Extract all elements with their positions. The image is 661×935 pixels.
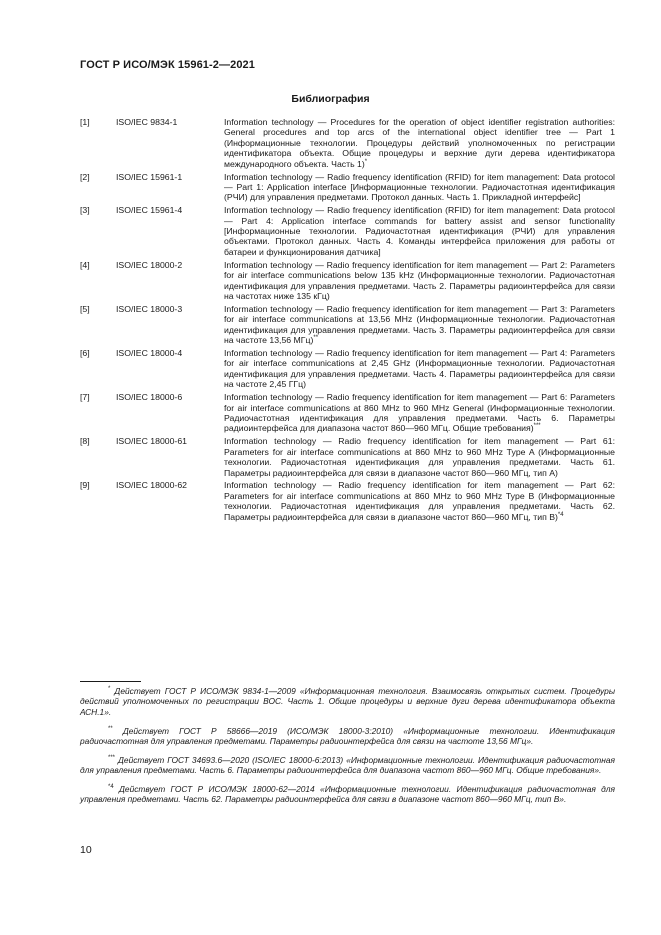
entry-standard-code: ISO/IEC 18000-6 bbox=[116, 392, 183, 403]
entry-text: Information technology — Radio frequency identification for item management — Part 6: Parameters for air interface communications at 860 MHz to 960 MHz General (Информационные технологии. Радиочастотная идентификация для управления предметами. Часть 6. Параметры радиоинтерфейса для диапазона частот 860—960 МГц. Общие требования) bbox=[224, 392, 615, 434]
entry-text: Information technology — Radio frequency identification for item management — Part 4: Parameters for air interface communications at 2,45 GHz (Информационные технологии. Радиочастотная идентификация для управления предметами. Часть 4. Параметры радиоинтерфейса для связи на частоте 2,45 ГГц) bbox=[224, 348, 615, 390]
entry-standard-code: ISO/IEC 15961-1 bbox=[116, 171, 183, 182]
bibliography-title: Библиография bbox=[291, 93, 370, 105]
entry-number: [4] bbox=[80, 259, 90, 270]
footnote bbox=[80, 755, 615, 776]
bibliography-entry bbox=[80, 117, 615, 169]
entry-standard-code: ISO/IEC 18000-61 bbox=[116, 436, 187, 447]
footnote-marker: *** bbox=[533, 423, 541, 430]
bibliography-entry bbox=[80, 480, 615, 522]
bibliography-entry bbox=[80, 392, 615, 434]
footnote-mark: ** bbox=[108, 725, 113, 732]
footnote-divider bbox=[80, 681, 141, 682]
entry-description bbox=[224, 260, 615, 302]
entry-standard-code: ISO/IEC 9834-1 bbox=[116, 117, 178, 127]
entry-text: Information technology — Radio frequency identification for item management — Part 3: Parameters for air interface communications at 13,56 MHz (Информационные технологии. Радиочастотная идентификация для управления предметами. Часть 3. Параметры радиоинтерфейса для связи на частоте 13,56 МГц) bbox=[224, 303, 615, 346]
footnote-marker: *4 bbox=[557, 511, 564, 518]
entry-description bbox=[224, 117, 615, 169]
footnote bbox=[80, 784, 615, 805]
entry-description bbox=[224, 436, 615, 478]
entry-description bbox=[224, 348, 615, 390]
footnote-text: Действует ГОСТ 34693.6—2020 (ISO/IEC 18000-6:2013) «Информационные технологии. Идентификация радиочастотная для управления предметами. Часть 6. Параметры радиоинтерфейса для диапазона частот 860—960 МГц. Общие требования». bbox=[80, 754, 616, 776]
entry-standard-code: ISO/IEC 18000-2 bbox=[116, 259, 183, 270]
entry-text: Information technology — Radio frequency identification (RFID) for item management: Data protocol — Part 4: Application interface commands for battery assist and sensor functionality [Информационные технологии. Радиочастотная идентификация (РЧИ) для управления объектами. Протокол данных. Часть 4. Команды интерфейса приложения для работы от батареи и функционирования датчика] bbox=[224, 205, 615, 257]
bibliography-entry bbox=[80, 304, 615, 346]
page-number: 10 bbox=[80, 844, 92, 856]
entry-description bbox=[224, 304, 615, 346]
entry-standard-code: ISO/IEC 18000-3 bbox=[116, 303, 183, 314]
entry-number: [3] bbox=[80, 205, 90, 216]
footnote-mark: *** bbox=[108, 754, 116, 761]
bibliography-entry bbox=[80, 205, 615, 257]
footnote-marker: * bbox=[364, 158, 368, 165]
footnotes bbox=[80, 686, 615, 810]
footnote-text: Действует ГОСТ Р ИСО/МЭК 9834-1—2009 «Информационная технология. Взаимосвязь открытых систем. Процедуры действий уполномоченных по регистрации ВОС. Часть 1. Общие процедуры и верхние дуги дерева идентификатора объекта АСН.1». bbox=[80, 686, 616, 717]
footnote-text: Действует ГОСТ Р 58666—2019 (ИСО/МЭК 18000-3:2010) «Информационные технологии. Идентификация радиочастотная для управления предметами. Параметры радиоинтерфейса для связи на частоте 13,56 МГц». bbox=[80, 725, 615, 747]
entry-standard-code: ISO/IEC 18000-62 bbox=[116, 480, 187, 491]
footnote-mark: * bbox=[108, 686, 111, 692]
entry-text: Information technology — Procedures for the operation of object identifier registration authorities: General procedures and top arcs of the international object identifier tree — Part 1 (Информационные технологии. Процедуры действий уполномоченных по регистрации идентификатора объекта. Общие процедуры и верхние дуги дерева идентификатора международного объекта. Часть 1) bbox=[224, 117, 615, 169]
entry-text: Information technology — Radio frequency identification for item management — Part 2: Parameters for air interface communications below 135 kHz (Информационные технологии. Радиочастотная идентификация для управления предметами. Часть 2. Параметры радиоинтерфейса для связи на частотах ниже 135 кГц) bbox=[224, 259, 615, 301]
bibliography-list bbox=[80, 117, 615, 525]
bibliography-entry bbox=[80, 172, 615, 203]
entry-number: [6] bbox=[80, 348, 90, 359]
entry-number: [8] bbox=[80, 436, 90, 447]
entry-text: Information technology — Radio frequency identification for item management — Part 62: Parameters for air interface communications at 860 MHz to 960 MHz Type B (Информационные технологии. Радиочастотная идентификация для управления предметами. Часть 62. Параметры радиоинтерфейса для связи в диапазоне частот 860—960 МГц, тип В) bbox=[224, 480, 615, 522]
entry-text: Information technology — Radio frequency identification (RFID) for item management: Data protocol — Part 1: Application interface [Информационные технологии. Радиочастотная идентификация (РЧИ) для управления предметами. Протокол данных. Часть 1. Прикладной интерфейс] bbox=[224, 171, 615, 203]
entry-number: [9] bbox=[80, 480, 90, 491]
entry-standard-code: ISO/IEC 15961-4 bbox=[116, 205, 183, 216]
entry-number: [1] bbox=[80, 117, 90, 127]
entry-number: [5] bbox=[80, 303, 90, 314]
footnote-mark: *4 bbox=[108, 784, 114, 791]
bibliography-entry bbox=[80, 436, 615, 478]
bibliography-entry bbox=[80, 348, 615, 390]
entry-description bbox=[224, 205, 615, 257]
entry-number: [7] bbox=[80, 392, 90, 403]
entry-number: [2] bbox=[80, 171, 90, 182]
entry-standard-code: ISO/IEC 18000-4 bbox=[116, 348, 183, 359]
entry-description bbox=[224, 392, 615, 434]
document-header: ГОСТ Р ИСО/МЭК 15961-2—2021 bbox=[80, 59, 255, 71]
footnote bbox=[80, 726, 615, 747]
footnote-marker: ** bbox=[313, 335, 319, 342]
entry-description bbox=[224, 480, 615, 522]
footnote bbox=[80, 686, 615, 717]
bibliography-entry bbox=[80, 260, 615, 302]
entry-description bbox=[224, 172, 615, 203]
entry-text: Information technology — Radio frequency identification for item management — Part 61: Parameters for air interface communications at 860 MHz to 960 MHz Type A (Информационные технологии. Радиочастотная идентификация для управления предметами. Часть 61. Параметры радиоинтерфейса для связи в диапазоне частот 860—960 МГц, тип А) bbox=[224, 436, 615, 478]
footnote-text: Действует ГОСТ Р ИСО/МЭК 18000-62—2014 «Информационные технологии. Идентификация радиочастотная для управления предметами. Часть 62. Параметры радиоинтерфейса для связи в диапазоне частот 860—960 МГц, тип В». bbox=[80, 784, 616, 805]
